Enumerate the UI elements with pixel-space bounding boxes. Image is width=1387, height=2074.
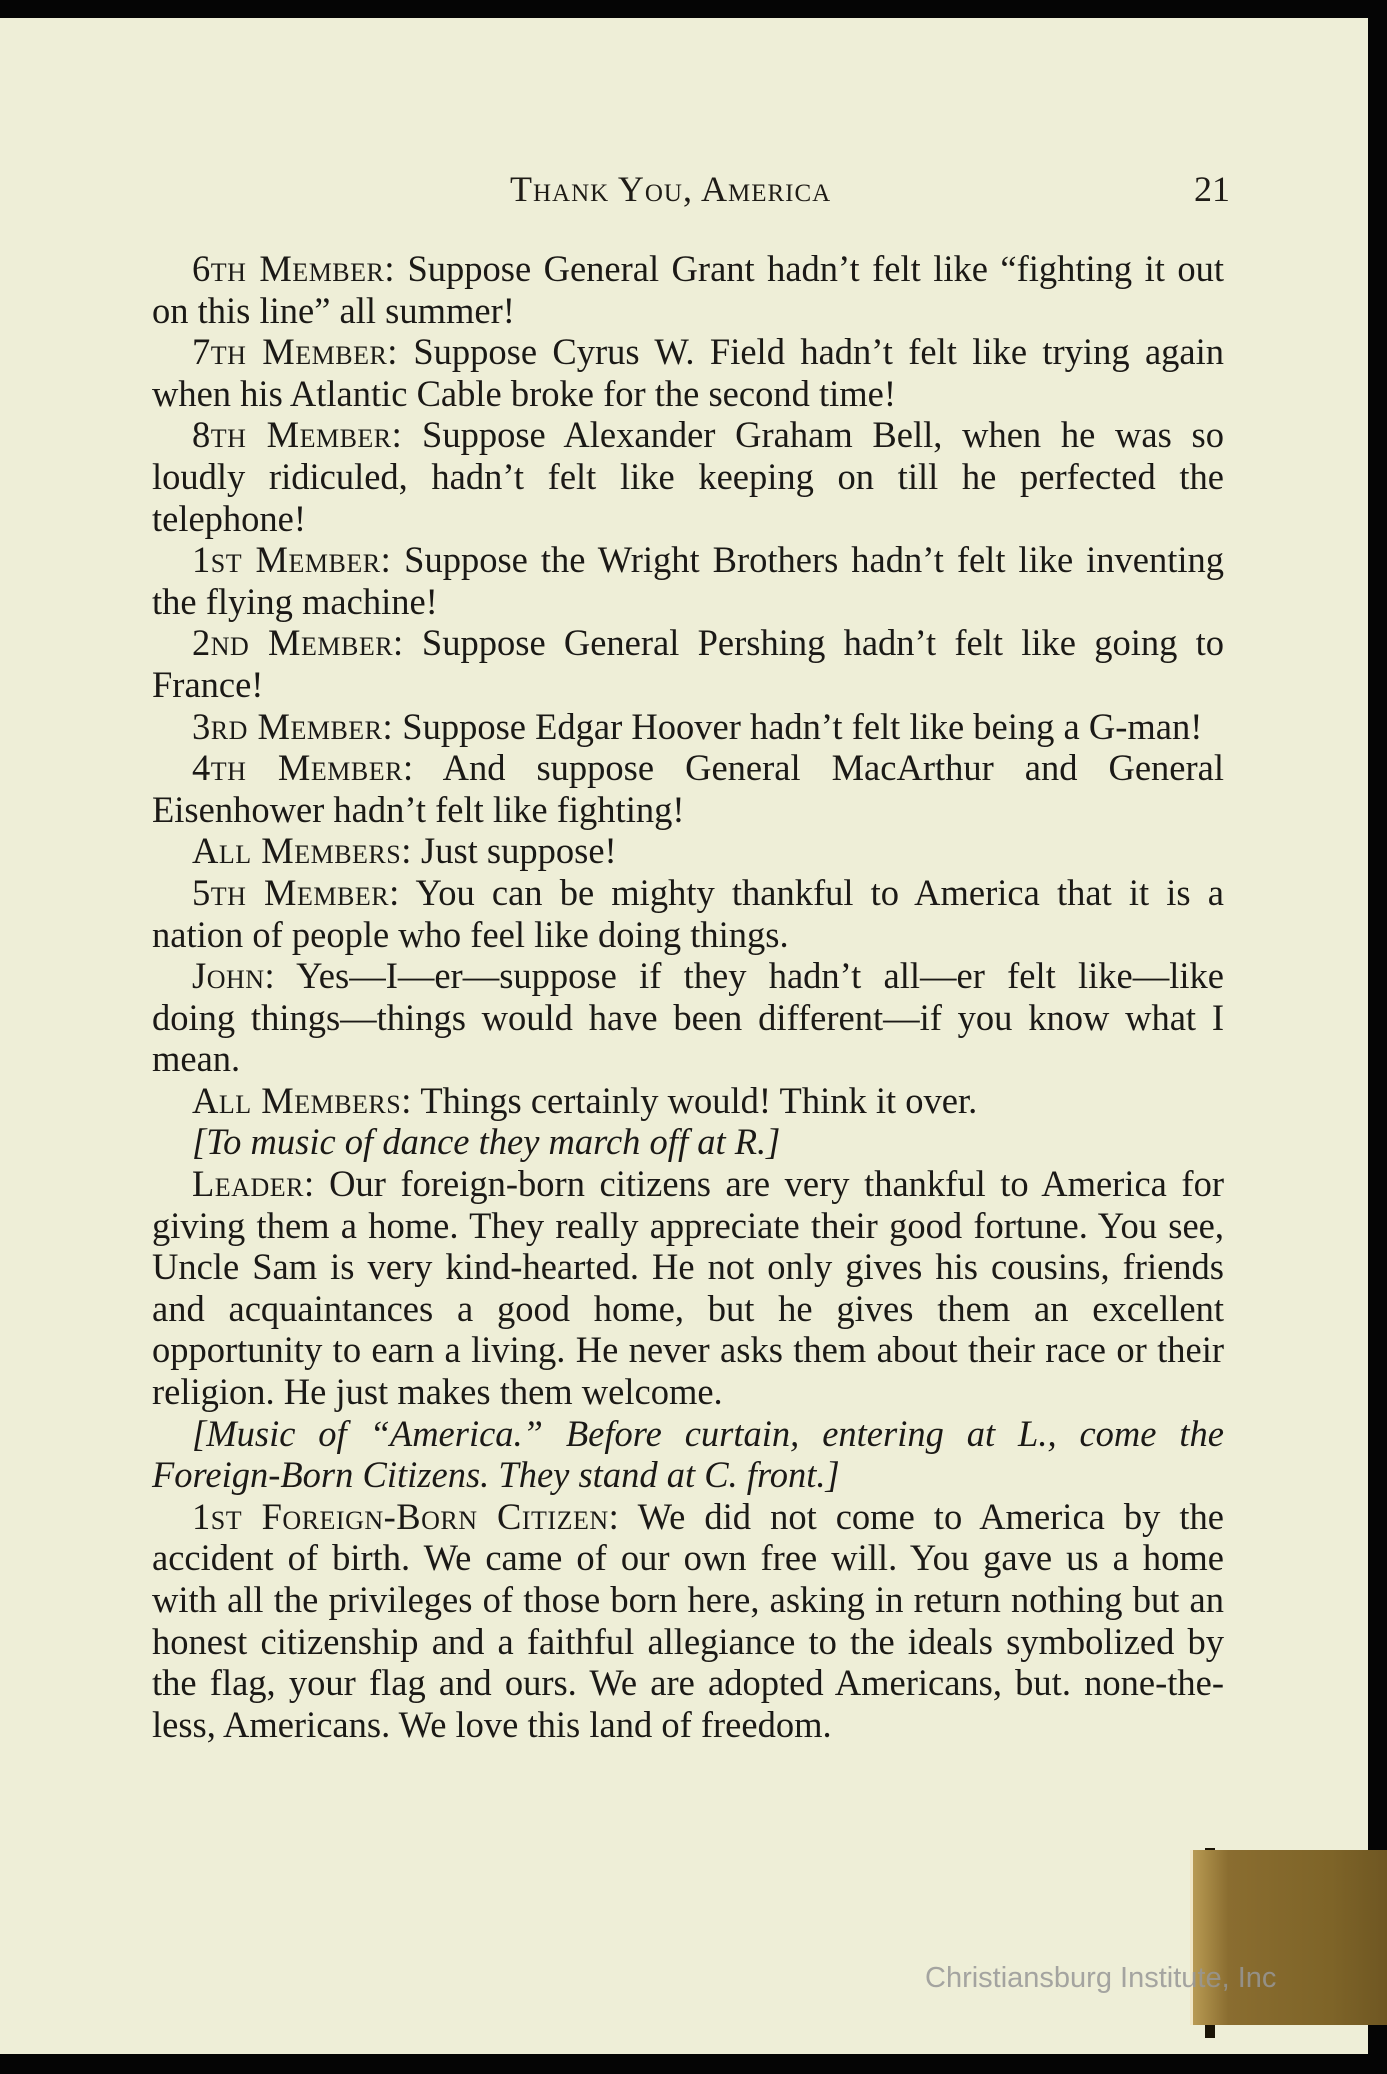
- dialogue-line: [152, 706, 1224, 748]
- dialogue-text: Suppose General Grant hadn’t felt like “fighting it out on this line” all summer!: [152, 248, 1224, 331]
- dialogue-line: [152, 872, 1224, 955]
- dialogue-line: [152, 1163, 1224, 1413]
- dialogue-text: Suppose Edgar Hoover hadn’t felt like being a G-man!: [393, 705, 1203, 747]
- dialogue-text: Suppose General Pershing hadn’t felt like going to France!: [152, 622, 1224, 705]
- dialogue-line: [152, 747, 1224, 830]
- dialogue-line: [152, 622, 1224, 705]
- page-number: 21: [1194, 169, 1230, 209]
- dialogue-text: Suppose Alexander Graham Bell, when he was so loudly ridiculed, hadn’t felt like keeping on till he perfected the telephone!: [152, 414, 1224, 539]
- speaker-name: 5th Member:: [192, 871, 400, 913]
- speaker-name: John:: [192, 955, 276, 997]
- speaker-name: 3rd Member:: [192, 705, 394, 747]
- dialogue-text: Suppose Cyrus W. Field hadn’t felt like trying again when his Atlantic Cable broke for the second time!: [152, 331, 1224, 414]
- dialogue-line: [152, 539, 1224, 622]
- dialogue-text: And suppose General MacArthur and General Eisenhower hadn’t felt like fighting!: [152, 747, 1224, 830]
- speaker-name: All Members:: [192, 1079, 412, 1121]
- speaker-name: All Members:: [192, 830, 412, 872]
- dialogue-line: [152, 1496, 1224, 1746]
- speaker-name: 8th Member:: [192, 414, 403, 456]
- dialogue-text: Yes—I—er—suppose if they hadn’t all—er felt like—like doing things—things would have been different—if you know what I mean.: [152, 955, 1224, 1080]
- speaker-name: Leader:: [192, 1163, 315, 1205]
- dialogue-text: Just suppose!: [411, 830, 617, 872]
- dialogue-line: [152, 331, 1224, 414]
- watermark: Christiansburg Institute, Inc: [925, 1962, 1277, 1994]
- dialogue-text: Things certainly would! Think it over.: [411, 1079, 978, 1121]
- speaker-name: 1st Foreign-Born Citizen:: [192, 1495, 620, 1537]
- dialogue-line: [152, 414, 1224, 539]
- speaker-name: 6th Member:: [192, 248, 396, 289]
- running-title: Thank You, America: [510, 169, 832, 209]
- dialogue-text: We did not come to America by the accident of birth. We came of our own free will. You gave us a home with all the privileges of those born here, asking in return nothing but an honest citizenship and a faithful allegiance to the ideals symbolized by the flag, your flag and ours. We are adopted Americans, but. none-the-less, Americans. We love this land of freedom.: [152, 1495, 1224, 1745]
- dialogue-line: [152, 248, 1224, 331]
- dialogue-text: Suppose the Wright Brothers hadn’t felt like inventing the flying machine!: [152, 539, 1224, 622]
- running-header: [150, 168, 1230, 216]
- speaker-name: 1st Member:: [192, 539, 392, 581]
- stage-direction: [Music of “America.” Before curtain, entering at L., come the Foreign-Born Citizens. They stand at C. front.]: [152, 1412, 1224, 1496]
- dialogue-line: [152, 830, 1224, 872]
- stage-direction: [To music of dance they march off at R.]: [192, 1121, 781, 1163]
- dialogue-text: You can be mighty thankful to America that it is a nation of people who feel like doing things.: [152, 871, 1224, 955]
- dialogue-line: [152, 1080, 1224, 1122]
- speaker-name: 2nd Member:: [192, 622, 404, 664]
- speaker-name: 7th Member:: [192, 331, 398, 373]
- speaker-name: 4th Member:: [192, 747, 414, 789]
- dialogue-line: [152, 955, 1224, 1080]
- dialogue-text: Our foreign-born citizens are very thankful to America for giving them a home. They really appreciate their good fortune. You see, Uncle Sam is very kind-hearted. He not only gives his cousins, friends and acquaintances a good home, but he gives them an excellent opportunity to earn a living. He never asks them about their race or their religion. He just makes them welcome.: [152, 1163, 1224, 1413]
- page-tab: [1190, 1850, 1387, 2025]
- play-text: [152, 248, 1224, 1745]
